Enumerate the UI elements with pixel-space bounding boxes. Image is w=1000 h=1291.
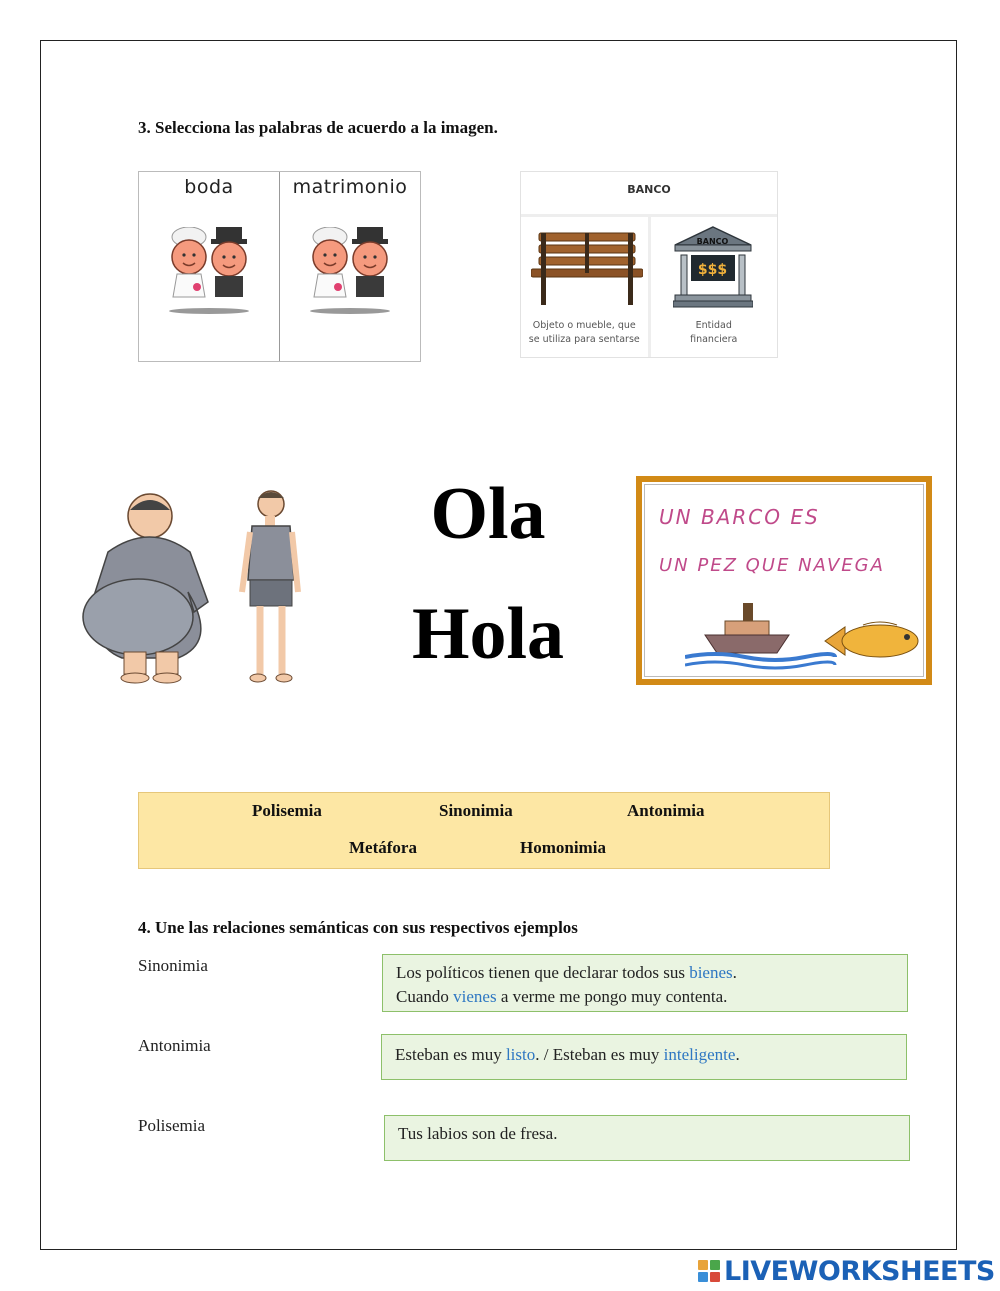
relation-label-antonimia: Antonimia xyxy=(138,1036,211,1055)
relation-label-polisemia: Polisemia xyxy=(138,1116,206,1135)
example-1-line1: Los políticos tienen que declarar todos sus bienes. xyxy=(396,963,737,982)
banco-header: BANCO xyxy=(521,172,777,217)
logo-text: LIVEWORKSHEETS xyxy=(724,1255,995,1287)
bench-icon xyxy=(531,229,643,307)
example-1-line2: Cuando vienes a verme me pongo muy contenta. xyxy=(396,987,728,1006)
word-bank-item[interactable]: Homonimia xyxy=(520,838,606,857)
boda-matrimonio-image xyxy=(138,171,421,362)
example-box-1[interactable] xyxy=(382,954,908,1012)
liveworksheets-logo xyxy=(698,1256,995,1286)
boda-panel xyxy=(139,172,280,361)
banco-image xyxy=(520,171,778,358)
wedding-couple-icon xyxy=(300,227,400,317)
example-box-2[interactable]: Esteban es muy listo. / Esteban es muy inteligente. xyxy=(381,1034,907,1080)
question-4-title: 4. Une las relaciones semánticas con sus respectivos ejemplos xyxy=(138,918,578,937)
relation-label-sinonimia: Sinonimia xyxy=(138,956,208,975)
bank-building-panel xyxy=(651,217,778,357)
word-bank-item[interactable]: Antonimia xyxy=(627,801,705,820)
word-ola: Ola xyxy=(430,473,546,555)
word-bank-item[interactable]: Sinonimia xyxy=(439,801,513,820)
barco-text-line1: UN BARCO ES xyxy=(659,505,820,529)
barco-pez-image xyxy=(636,476,932,685)
logo-blocks-icon xyxy=(698,1260,720,1282)
bank-sign: BANCO xyxy=(696,237,729,246)
boda-word: boda xyxy=(184,176,234,198)
bench-caption: Objeto o mueble, que se utiliza para sentarse xyxy=(528,320,640,345)
word-bank-item[interactable]: Metáfora xyxy=(349,838,417,857)
question-3-title: 3. Selecciona las palabras de acuerdo a la imagen. xyxy=(138,118,498,137)
barco-text-line2: UN PEZ QUE NAVEGA xyxy=(659,555,885,576)
bench-panel xyxy=(521,217,651,357)
word-hola: Hola xyxy=(411,593,565,675)
matrimonio-panel xyxy=(280,172,420,361)
matrimonio-word: matrimonio xyxy=(292,176,408,198)
example-box-3[interactable]: Tus labios son de fresa. xyxy=(384,1115,910,1161)
fat-thin-men-image xyxy=(78,482,318,692)
bank-caption: Entidad financiera xyxy=(690,320,738,345)
word-bank-item[interactable]: Polisemia xyxy=(252,801,322,820)
bank-money-sign: $$$ xyxy=(697,262,728,278)
boat-fish-drawing-icon xyxy=(685,597,925,675)
word-bank xyxy=(138,792,830,869)
wedding-couple-icon xyxy=(159,227,259,317)
